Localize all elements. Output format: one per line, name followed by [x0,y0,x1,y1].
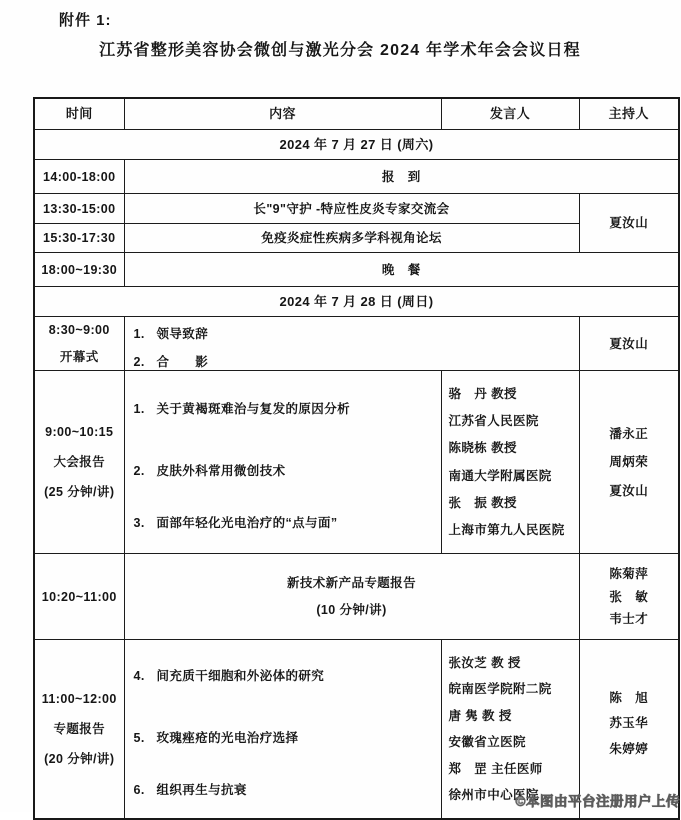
host-line: 周炳荣 [609,455,649,469]
plenary-label: 大会报告 [53,455,106,469]
item-number: 1. [133,402,145,416]
item-text: 组织再生与抗衰 [156,783,247,797]
host-line: 韦士才 [609,611,649,626]
registration-row [34,160,679,194]
item-text: 领导致辞 [156,327,209,341]
host-line: 陈 旭 [609,690,649,705]
col-header-host: 主持人 [579,98,679,130]
opening-item [125,354,579,370]
host-line: 陈菊萍 [609,567,649,582]
item-text: 间充质干细胞和外泌体的研究 [156,669,325,683]
dinner-row [34,253,679,287]
item-number: 6. [133,783,145,797]
registration-time: 14:00-18:00 [34,160,124,194]
opening-time: 8:30~9:00 [48,323,110,337]
item-text: 皮肤外科常用微创技术 [156,464,286,478]
plenary-time: 9:00~10:15 [45,425,114,439]
speaker-line: 江苏省人民医院 [448,414,539,429]
speaker-line: 骆 丹 教授 [448,387,517,402]
special-item [125,730,441,746]
special-item [125,668,441,684]
newtech-content-cell [124,554,579,640]
dinner-content: 晚 餐 [124,253,679,287]
plenary-row [34,371,679,554]
opening-host: 夏汝山 [579,317,679,371]
session1-content: 长"9"守护 -特应性皮炎专家交流会 [124,194,579,224]
session1-row [34,194,679,224]
session2-time: 15:30-17:30 [34,224,124,253]
speaker-line: 陈晓栋 教授 [448,441,517,456]
session2-content: 免疫炎症性疾病多学科视角论坛 [124,224,579,253]
special-label: 专题报告 [53,722,106,736]
item-text: 面部年轻化光电治疗的“点与面” [156,516,338,530]
dinner-time: 18:00~19:30 [34,253,124,287]
item-text: 合 影 [156,355,209,369]
newtech-host-cell [579,554,679,640]
item-number: 4. [133,669,145,683]
speaker-line: 上海市第九人民医院 [448,522,565,537]
newtech-time: 10:20~11:00 [34,554,124,640]
opening-content-cell [124,317,579,371]
plenary-item [125,463,441,479]
plenary-host-cell [579,371,679,554]
document-title: 江苏省整形美容协会微创与激光分会 2024 年学术年会会议日程 [99,42,581,59]
speaker-line: 南通大学附属医院 [448,468,552,483]
watermark: ©本图由平台注册用户上传 [515,794,680,809]
speaker-line: 张汝芝 教 授 [448,655,521,670]
newtech-note: (10 分钟/讲) [316,603,387,617]
col-header-content: 内容 [124,98,441,130]
special-time-cell [34,640,124,820]
newtech-row [34,554,679,640]
item-number: 3. [133,516,145,530]
header-row [34,98,679,130]
day1-date-row [34,130,679,160]
col-header-speaker: 发言人 [441,98,579,130]
item-number: 5. [133,731,145,745]
plenary-speaker-cell [441,371,579,554]
session1-time: 13:30-15:00 [34,194,124,224]
col-header-time: 时间 [34,98,124,130]
plenary-content-cell [124,371,441,554]
day2-date: 2024 年 7 月 28 日 (周日) [34,287,679,317]
speaker-line: 唐 隽 教 授 [448,708,512,723]
speaker-line: 徐州市中心医院 [448,788,539,803]
plenary-note: (25 分钟/讲) [44,485,115,499]
speaker-line: 张 振 教授 [448,495,517,510]
item-text: 关于黄褐斑难治与复发的原因分析 [156,402,351,416]
host-line: 潘永正 [609,426,649,441]
day2-date-row [34,287,679,317]
attachment-label: 附件 1: [59,12,112,29]
opening-row [34,317,679,371]
item-number: 2. [133,355,145,369]
special-item [125,782,441,798]
registration-content: 报 到 [124,160,679,194]
schedule-table [33,97,680,820]
opening-label: 开幕式 [59,350,99,364]
host-line: 苏玉华 [609,716,649,730]
newtech-title: 新技术新产品专题报告 [286,576,416,590]
speaker-line: 安徽省立医院 [448,735,526,750]
host-line: 朱婷婷 [609,741,649,756]
opening-time-cell [34,317,124,371]
plenary-time-cell [34,371,124,554]
item-number: 2. [133,464,145,478]
plenary-item [125,401,441,417]
plenary-item [125,515,441,531]
special-time: 11:00~12:00 [41,692,117,706]
host-line: 夏汝山 [609,483,649,498]
speaker-line: 郑 罡 主任医师 [448,761,543,776]
item-text: 玫瑰痤疮的光电治疗选择 [156,731,299,745]
host-line: 张 敏 [609,589,649,604]
special-content-cell [124,640,441,820]
sessions-host: 夏汝山 [579,194,679,253]
opening-item [125,326,579,342]
item-number: 1. [133,327,145,341]
speaker-line: 皖南医学院附二院 [448,682,552,697]
special-note: (20 分钟/讲) [44,752,115,766]
day1-date: 2024 年 7 月 27 日 (周六) [34,130,679,160]
